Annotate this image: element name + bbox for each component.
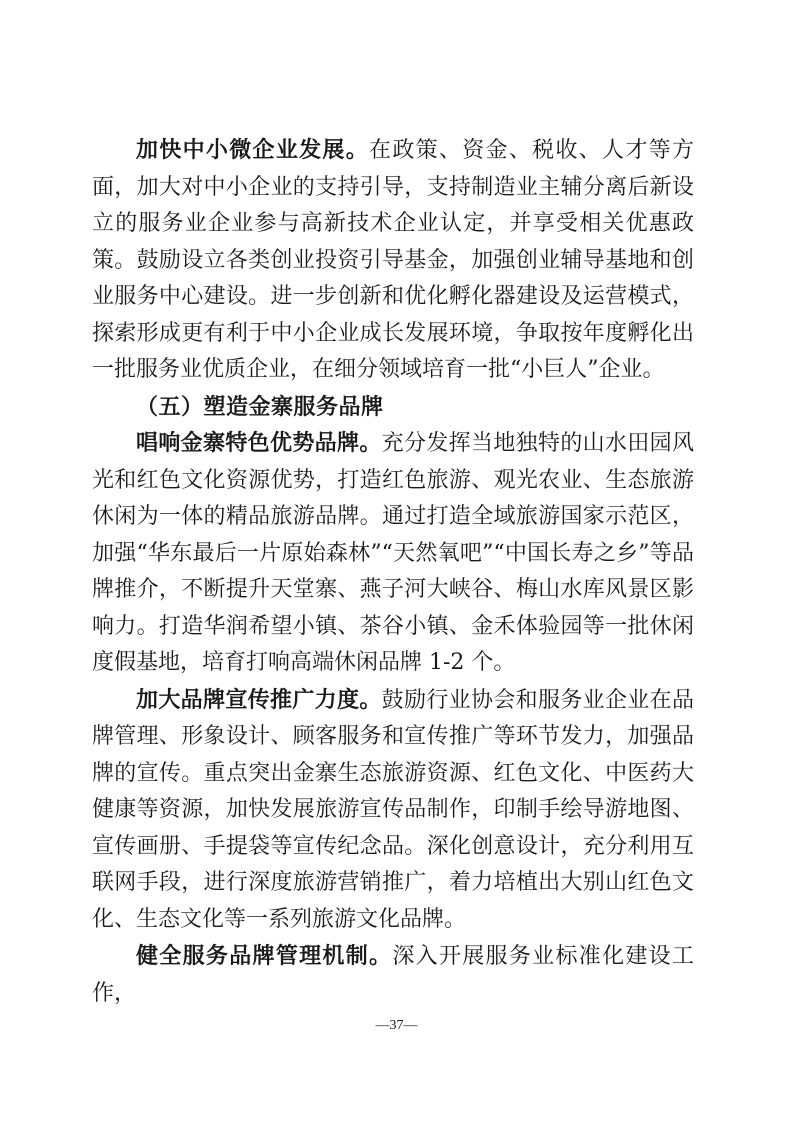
paragraph-sme-development bbox=[92, 132, 694, 389]
paragraph-lead: 健全服务品牌管理机制。 bbox=[136, 943, 393, 969]
paragraph-brand-promotion bbox=[92, 425, 694, 682]
page-number: —37— bbox=[375, 1018, 418, 1033]
paragraph-brand-management bbox=[92, 938, 694, 1012]
paragraph-text: 深入开展服务业标准化建设工作， bbox=[92, 944, 694, 1006]
paragraph-lead: 加快中小微企业发展。 bbox=[136, 137, 370, 163]
paragraph-brand-publicity bbox=[92, 682, 694, 939]
section-heading: （五）塑造金寨服务品牌 bbox=[136, 393, 384, 420]
paragraph-text: 鼓励行业协会和服务业企业在品牌管理、形象设计、顾客服务和宣传推广等环节发力，加强品牌的宣传。重点突出金寨生态旅游资源、红色文化、中医药大健康等资源，加快发展旅游宣传品制作，印制手绘导游地图、宣传画册、手提袋等宣传纪念品。深化创意设计，充分利用互联网手段，进行深度旅游营销推广，着力培植出大别山红色文化、生态文化等一系列旅游文化品牌。 bbox=[92, 687, 694, 932]
paragraph-lead: 唱响金寨特色优势品牌。 bbox=[136, 430, 382, 456]
paragraph-text: 在政策、资金、税收、人才等方面，加大对中小企业的支持引导，支持制造业主辅分离后新设立的服务业企业参与高新技术企业认定，并享受相关优惠政策。鼓励设立各类创业投资引导基金，加强创业辅导基地和创业服务中心建设。进一步创新和优化孵化器建设及运营模式，探索形成更有利于中小企业成长发展环境，争取按年度孵化出一批服务业优质企业，在细分领域培育一批“小巨人”企业。 bbox=[92, 138, 694, 382]
paragraph-lead: 加大品牌宣传推广力度。 bbox=[136, 686, 382, 713]
paragraph-text: 充分发挥当地独特的山水田园风光和红色文化资源优势，打造红色旅游、观光农业、生态旅游休闲为一体的精品旅游品牌。通过打造全域旅游国家示范区，加强“华东最后一片原始森林”“天然氧吧”“中国长寿之乡”等品牌推介，不断提升天堂寨、燕子河大峡谷、梅山水库风景区影响力。打造华润希望小镇、茶谷小镇、金禾体验园等一批休闲度假基地，培育打响高端休闲品牌 1-2 个。 bbox=[92, 431, 694, 675]
body-text bbox=[92, 132, 694, 1012]
